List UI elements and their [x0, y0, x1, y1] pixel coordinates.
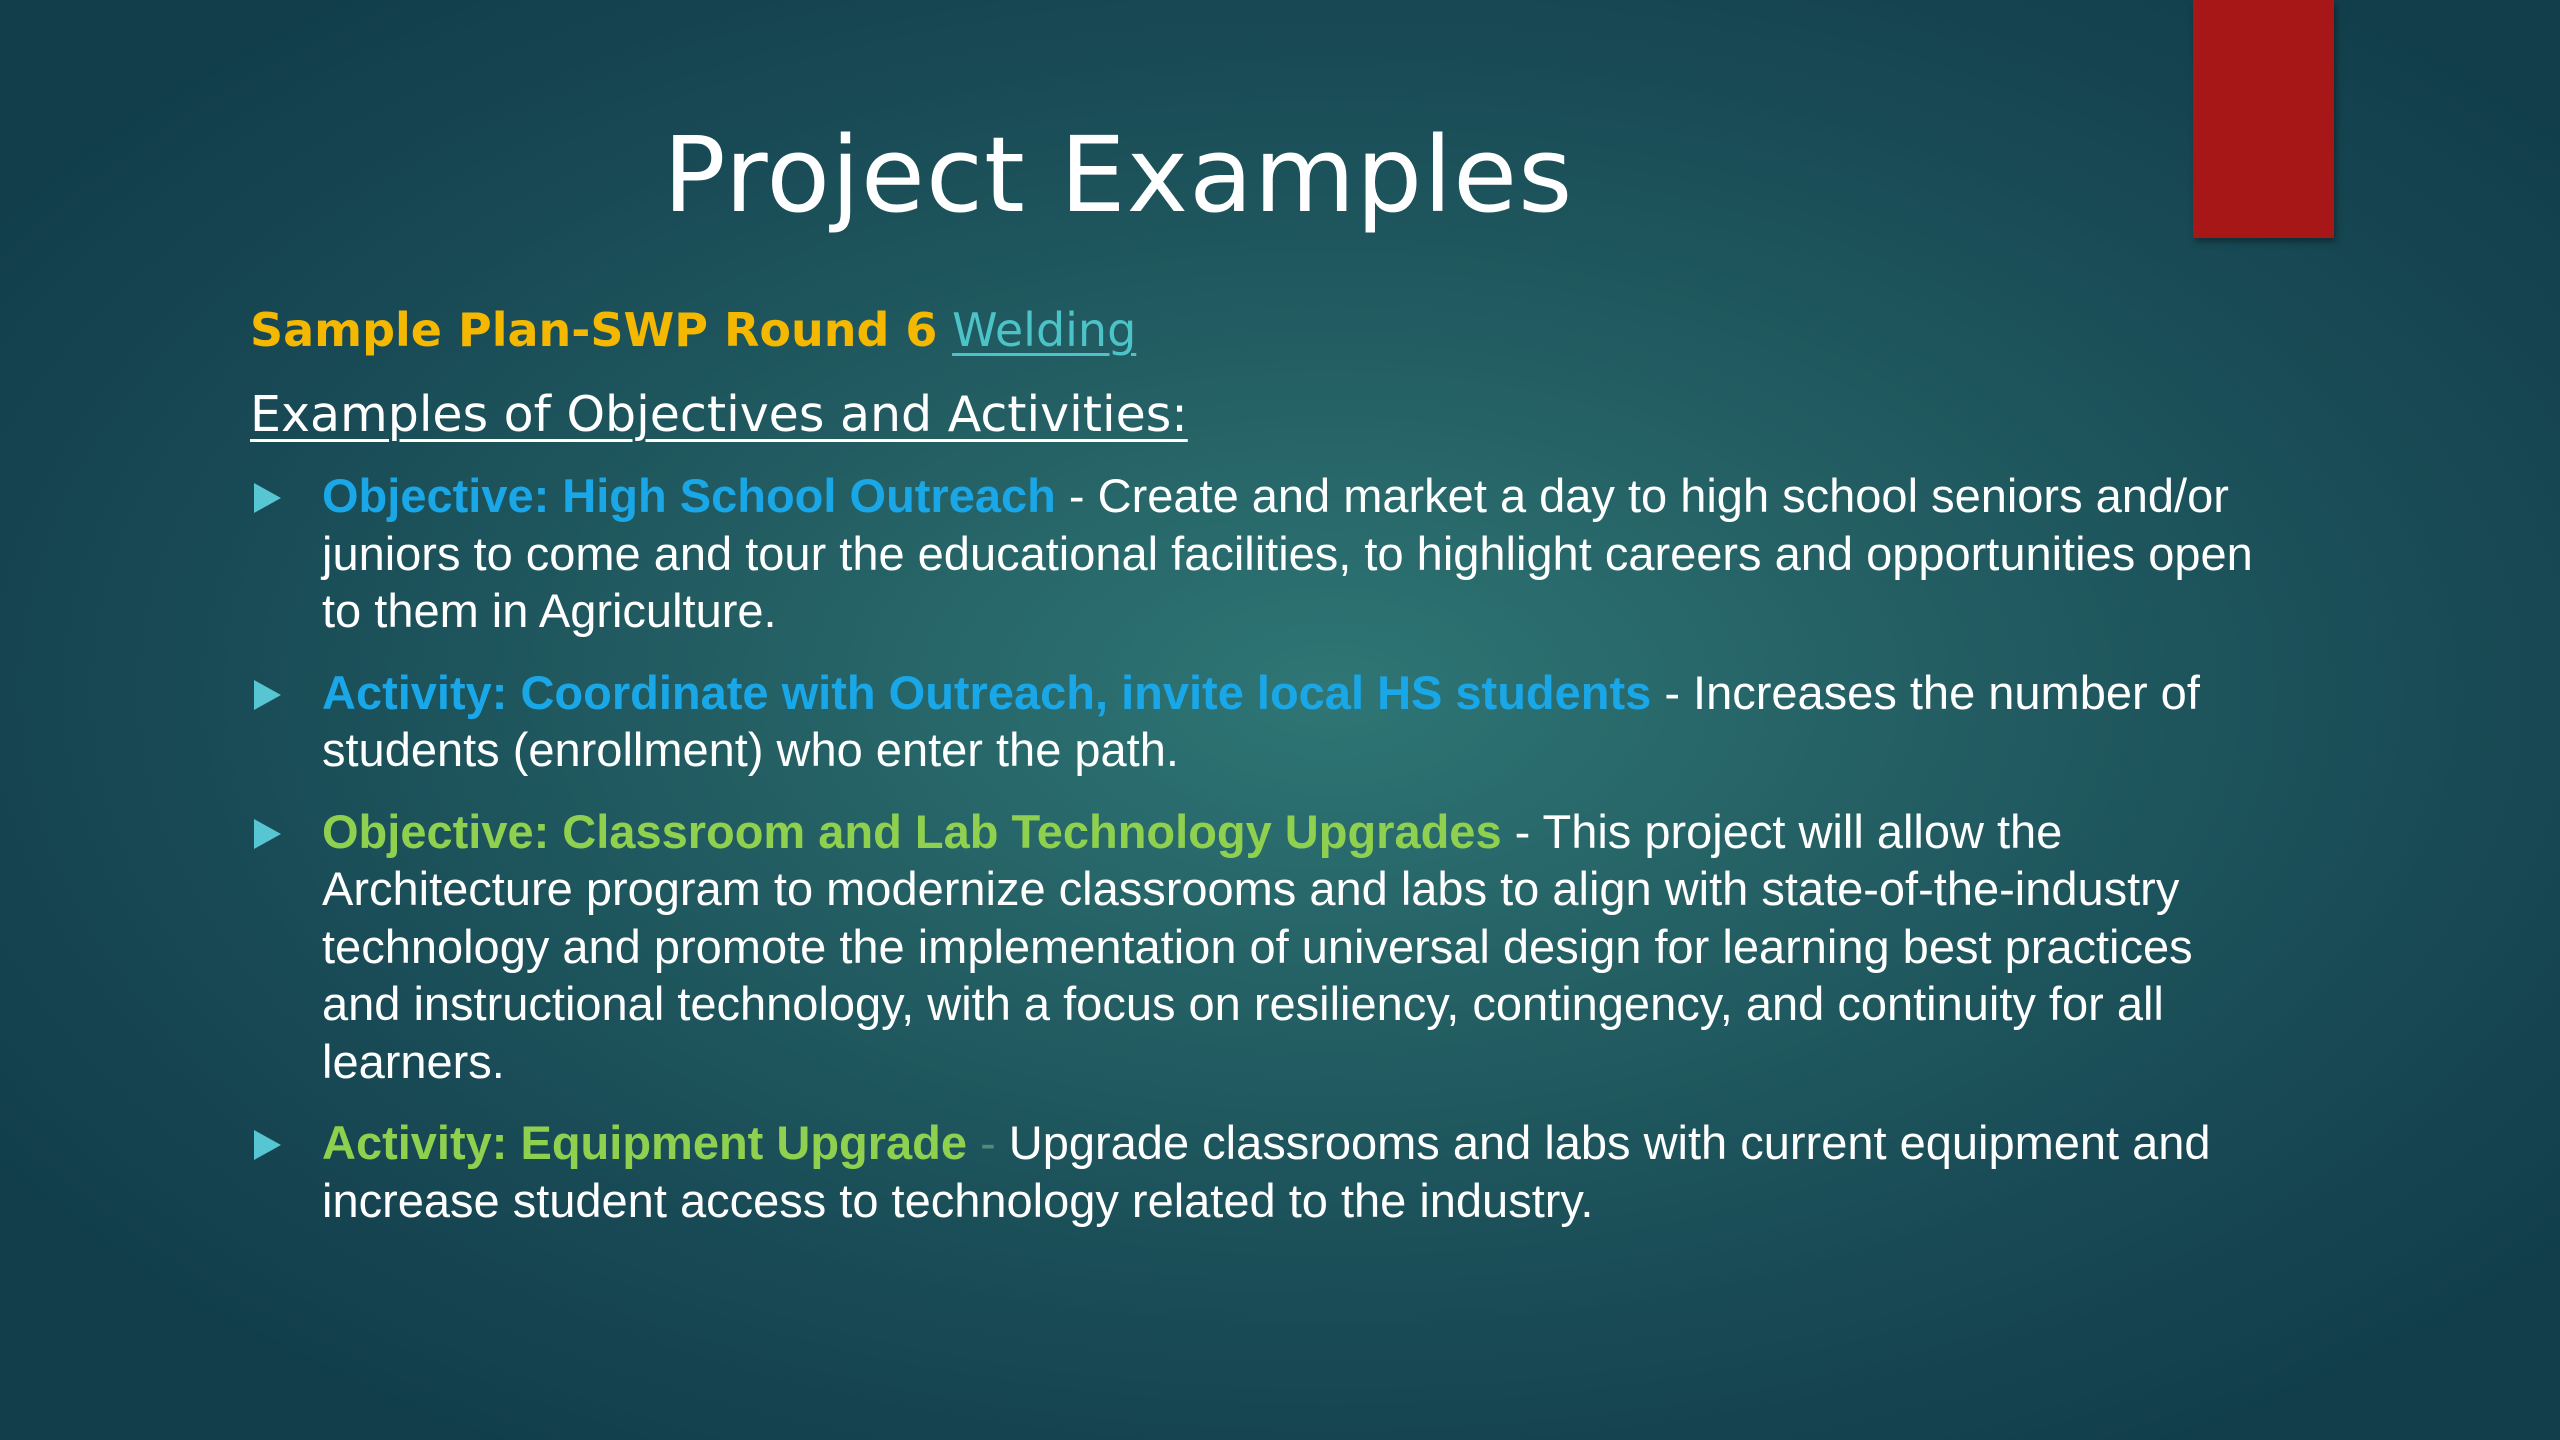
sample-plan-line — [250, 298, 1136, 362]
welding-link[interactable]: Welding — [952, 303, 1137, 357]
bullet-text: Increases the number of students (enrollment) who enter the path. — [322, 665, 2200, 776]
bullet-activity-equipment — [250, 1114, 2260, 1229]
examples-subheading: Examples of Objectives and Activities: — [250, 386, 1188, 443]
sample-plan-label: Sample Plan-SWP Round 6 — [250, 303, 938, 357]
bullet-arrow-icon — [254, 483, 281, 513]
bullet-separator: - — [1055, 469, 1098, 522]
bullet-keyword: Activity: Equipment Upgrade — [322, 1116, 968, 1169]
bullet-keyword: Activity: Coordinate with Outreach, invite local HS students — [322, 665, 1652, 719]
bullet-keyword: Objective: High School Outreach — [322, 469, 1056, 522]
bullet-separator: - — [1651, 665, 1694, 719]
bullet-list — [250, 467, 2260, 1253]
bullet-arrow-icon — [254, 680, 281, 710]
bullet-activity-coordinate — [250, 664, 2260, 779]
bullet-separator: - — [967, 1116, 1009, 1169]
bullet-separator: - — [1501, 804, 1543, 858]
bullet-keyword: Objective: Classroom and Lab Technology Upgrades — [322, 804, 1502, 858]
bullet-arrow-icon — [254, 1130, 281, 1160]
red-accent-tab — [2193, 0, 2334, 238]
bullet-objective-outreach — [250, 467, 2260, 640]
bullet-text: Upgrade classrooms and labs with current equipment and increase student access to technology related to the industry. — [322, 1116, 2211, 1227]
slide-title: Project Examples — [663, 114, 1574, 236]
bullet-arrow-icon — [254, 819, 281, 849]
bullet-objective-upgrades — [250, 803, 2260, 1091]
bullet-text: This project will allow the Architecture program to modernize classrooms and labs to align with state-of-the-industry technology and promote the implementation of universal design for learning best practices and instructional technology, with a focus on resiliency, contingency, and continuity for all learners. — [322, 804, 2193, 1088]
bullet-text: Create and market a day to high school seniors and/or juniors to come and tour the educational facilities, to highlight careers and opportunities open to them in Agriculture. — [322, 469, 2253, 637]
